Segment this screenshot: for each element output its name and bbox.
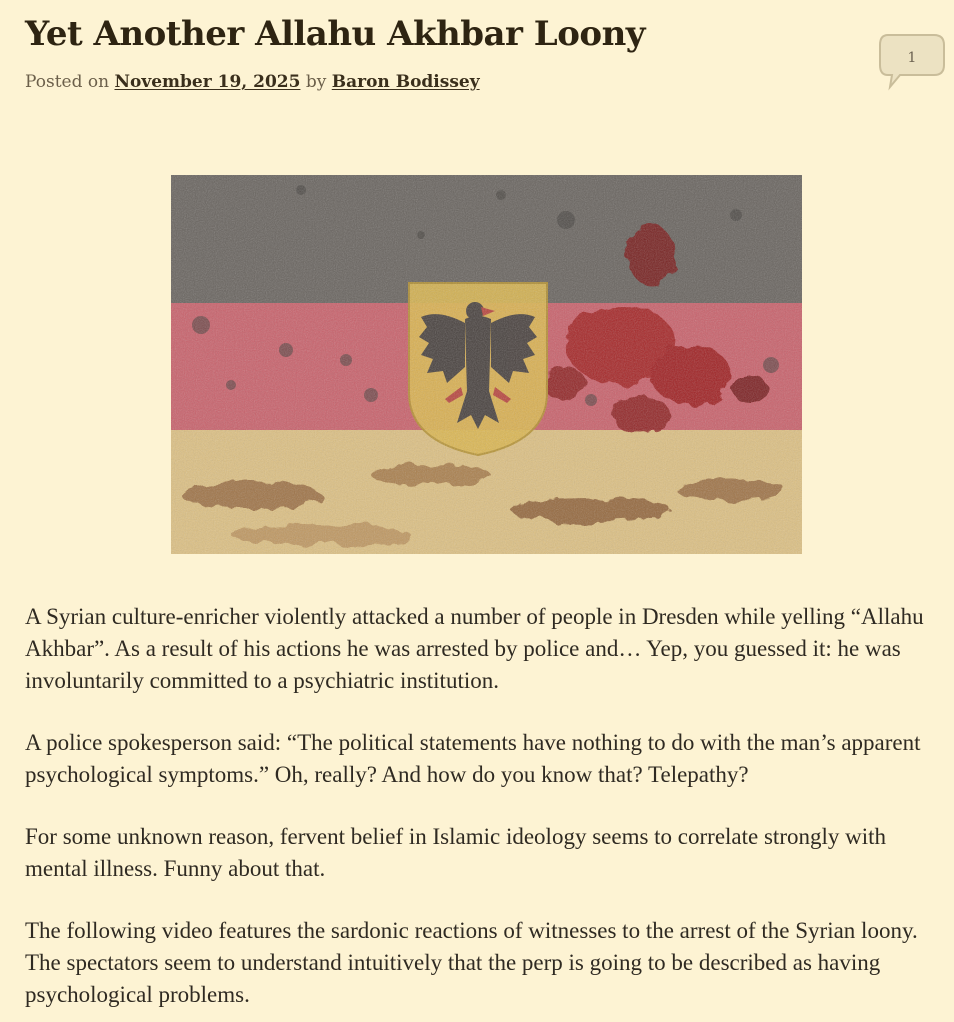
post-title[interactable]: Yet Another Allahu Akhbar Loony (25, 14, 646, 54)
post-paragraph: A police spokesperson said: “The political statements have nothing to do with the man’s apparent psychological symptoms.” Oh, really? And how do you know that? Telepathy? (25, 730, 921, 787)
post-paragraph: The following video features the sardonic reactions of witnesses to the arrest of the Syrian loony. The spectators seem to understand intuitively that the perp is going to be described as having psychological problems. (25, 918, 918, 1007)
posted-on-label: Posted on (25, 72, 110, 92)
post-body (25, 601, 949, 1022)
post-paragraph: A Syrian culture-enricher violently attacked a number of people in Dresden while yelling “Allahu Akhbar”. As a result of his actions he was arrested by police and… Yep, you guessed it: he was involuntarily committed to a psychiatric institution. (25, 604, 924, 693)
comments-link[interactable] (878, 33, 948, 91)
post-date-link[interactable]: November 19, 2025 (114, 72, 301, 92)
hero-image (171, 175, 802, 554)
post-paragraph: For some unknown reason, fervent belief in Islamic ideology seems to correlate strongly with mental illness. Funny about that. (25, 824, 887, 881)
author-link[interactable]: Baron Bodissey (331, 72, 480, 92)
by-label: by (305, 72, 327, 92)
comment-count: 1 (907, 50, 917, 66)
post-meta (25, 72, 480, 92)
german-flag-eagle-image (171, 175, 802, 554)
